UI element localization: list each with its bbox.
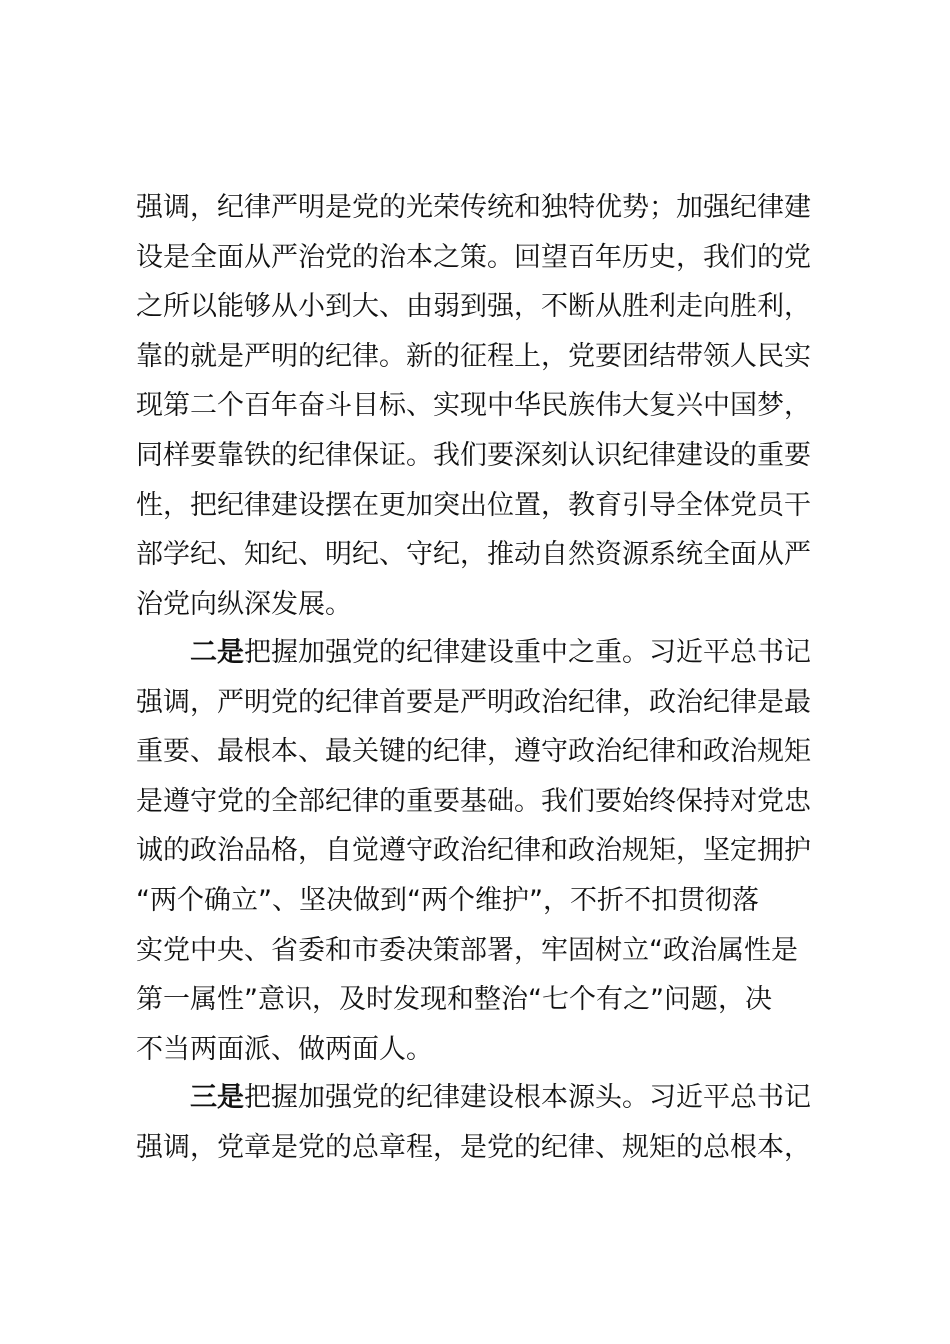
text-line: 重要、最根本、最关键的纪律，遵守政治纪律和政治规矩 [136, 736, 811, 768]
text-line: 靠的就是严明的纪律。新的征程上，党要团结带领人民实 [136, 340, 811, 372]
text-line: 性，把纪律建设摆在更加突出位置，教育引导全体党员干 [136, 489, 811, 521]
text-line: 强调，纪律严明是党的光荣传统和独特优势；加强纪律建 [136, 192, 811, 223]
paragraph-first-line [136, 628, 836, 678]
text-line: 治党向纵深发展。 [136, 588, 352, 620]
paragraph-point-two [136, 628, 836, 1074]
text-line: 同样要靠铁的纪律保证。我们要深刻认识纪律建设的重要 [136, 439, 811, 471]
text-line: 诚的政治品格，自觉遵守政治纪律和政治规矩，坚定拥护 [136, 835, 811, 867]
text-line: 部学纪、知纪、明纪、守纪，推动自然资源系统全面从严 [136, 539, 811, 571]
first-line-text: 把握加强党的纪律建设重中之重。习近平总书记 [244, 637, 811, 668]
first-line-text: 把握加强党的纪律建设根本源头。习近平总书记 [244, 1082, 811, 1113]
text-line: 是遵守党的全部纪律的重要基础。我们要始终保持对党忠 [136, 785, 811, 817]
text-line: 强调，严明党的纪律首要是严明政治纪律，政治纪律是最 [136, 686, 811, 718]
point-lead-label: 三是 [190, 1082, 244, 1113]
point-lead-label: 二是 [190, 637, 244, 668]
text-line: 不当两面派、做两面人。 [136, 1033, 433, 1065]
text-line: 之所以能够从小到大、由弱到强，不断从胜利走向胜利， [136, 291, 811, 323]
paragraph-point-three [136, 1073, 836, 1172]
paragraph-continuation [136, 183, 836, 629]
text-line: 设是全面从严治党的治本之策。回望百年历史，我们的党 [136, 241, 811, 273]
text-line: 现第二个百年奋斗目标、实现中华民族伟大复兴中国梦， [136, 390, 811, 422]
text-line: 第一属性”意识，及时发现和整治“七个有之”问题，决 [136, 984, 772, 1016]
text-line: “两个确立”、坚决做到“两个维护”，不折不扣贯彻落 [136, 884, 759, 916]
text-line: 实党中央、省委和市委决策部署，牢固树立“政治属性是 [136, 934, 798, 966]
text-line: 强调，党章是党的总章程，是党的纪律、规矩的总根本， [136, 1131, 811, 1163]
paragraph-first-line [136, 1073, 836, 1123]
